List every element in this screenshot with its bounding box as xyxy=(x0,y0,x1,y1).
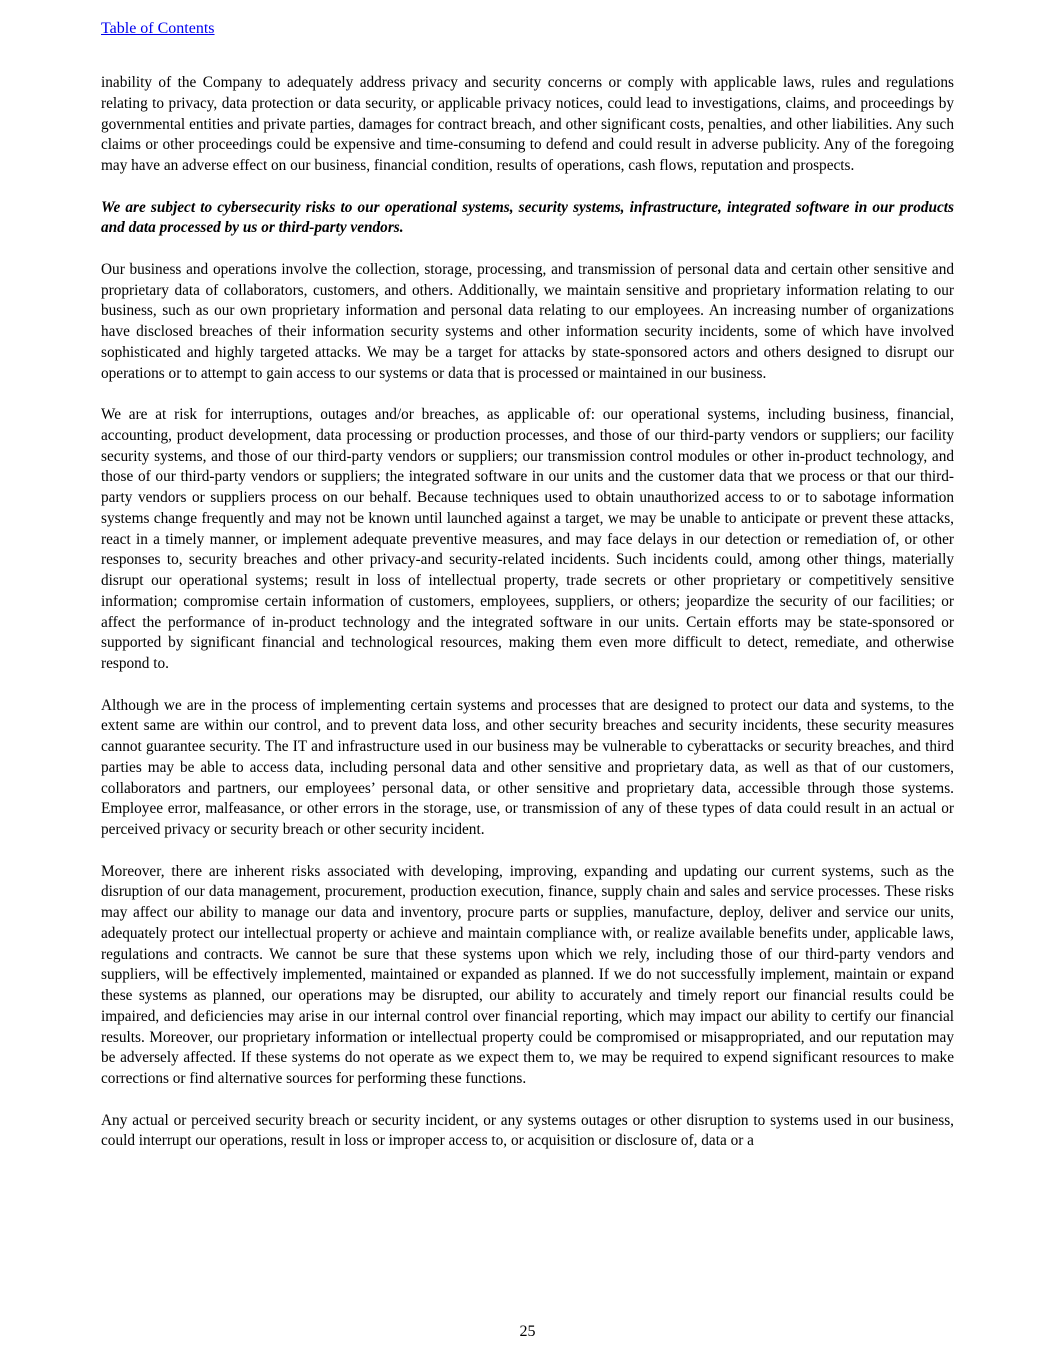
page-number: 25 xyxy=(519,1323,536,1340)
table-of-contents-link[interactable]: Table of Contents xyxy=(101,20,215,37)
paragraph-system-updates: Moreover, there are inherent risks associated with developing, improving, expanding and updating our current systems, such as the disruption of our data management, procurement, production execution, finance, supply chain and sales and service processes. These risks may affect our ability to manage our data and inventory, procure parts or supplies, manufacture, deploy, deliver and service our units, adequately protect our intellectual property or achieve and maintain compliance with, or realize available benefits under, applicable laws, regulations and contracts. We cannot be sure that these systems upon which we rely, including those of our third-party vendors and suppliers, will be effectively implemented, maintained or expanded as planned. If we do not successfully implement, maintain or expand these systems as planned, our operations may be disrupted, our ability to accurately and timely report our financial results could be impaired, and deficiencies may arise in our internal control over financial reporting, which may impact our ability to certify our financial results. Moreover, our proprietary information or intellectual property could be compromised or misappropriated, and our reputation may be adversely affected. If these systems do not operate as we expect them to, we may be required to expend significant resources to make corrections or find alternative sources for performing these functions. xyxy=(101,862,954,1087)
risk-factor-heading-cybersecurity: We are subject to cybersecurity risks to our operational systems, security systems, infrastructure, integrated software in our products and data processed by us or third-party vendors. xyxy=(101,198,954,237)
paragraph-data-collection: Our business and operations involve the collection, storage, processing, and transmission of personal data and certain other sensitive and proprietary data of collaborators, customers, and others. Additionally, we maintain sensitive and proprietary information relating to our business, such as our own proprietary information and personal data relating to our employees. An increasing number of organizations have disclosed breaches of their information security systems and other information security incidents, some of which have involved sophisticated and highly targeted attacks. We may be a target for attacks by state-sponsored actors and others designed to disrupt our operations or to attempt to gain access to our systems or data that is processed or maintained in our business. xyxy=(101,260,954,382)
paragraph-security-measures: Although we are in the process of implementing certain systems and processes that are designed to protect our data and systems, to the extent same are within our control, and to prevent data loss, and other security breaches and security incidents, these security measures cannot guarantee security. The IT and infrastructure used in our business may be vulnerable to cyberattacks or security breaches, and third parties may be able to access data, including personal data and other sensitive and proprietary data, as well as that of our customers, collaborators and partners, our employees’ personal data, or other sensitive and proprietary data, accessible through those systems. Employee error, malfeasance, or other errors in the storage, use, or transmission of any of these types of data could result in an actual or perceived privacy or security breach or other security incident. xyxy=(101,696,954,838)
paragraph-breach-consequences: Any actual or perceived security breach or security incident, or any systems outages or other disruption to systems used in our business, could interrupt our operations, result in loss or improper access to, or acquisition or disclosure of, data or a xyxy=(101,1111,954,1150)
paragraph-interruption-risks: We are at risk for interruptions, outages and/or breaches, as applicable of: our operational systems, including business, financial, accounting, product development, data processing or production processes, and those of our third-party vendors or suppliers; our facility security systems, and those of our third-party vendors or suppliers; our transmission control modules or other in-product technology, and those of our third-party vendors or suppliers; the integrated software in our units and the customer data that we process or that our third-party vendors or suppliers process on our behalf. Because techniques used to obtain unauthorized access to or to sabotage information systems change frequently and may not be known until launched against a target, we may be unable to anticipate or prevent these attacks, react in a timely manner, or implement adequate preventive measures, and may face delays in our detection or remediation of, or other responses to, security breaches and other privacy-and security-related incidents. Such incidents could, among other things, materially disrupt our operational systems; result in loss of intellectual property, trade secrets or other proprietary or competitively sensitive information; compromise certain information of customers, employees, suppliers, or others; jeopardize the security of our facilities; or affect the performance of in-product technology and the integrated software in our units. Certain efforts may be state-sponsored or supported by significant financial and technological resources, making them even more difficult to detect, remediate, and otherwise respond to. xyxy=(101,406,954,672)
document-body xyxy=(101,73,954,1173)
paragraph-privacy-continuation: inability of the Company to adequately address privacy and security concerns or comply with applicable laws, rules and regulations relating to privacy, data protection or data security, or applicable privacy notices, could lead to investigations, claims, and proceedings by governmental entities and private parties, damages for contract breach, and other significant costs, penalties, and other liabilities. Any such claims or other proceedings could be expensive and time-consuming to defend and could result in adverse publicity. Any of the foregoing may have an adverse effect on our business, financial condition, results of operations, cash flows, reputation and prospects. xyxy=(101,74,954,174)
